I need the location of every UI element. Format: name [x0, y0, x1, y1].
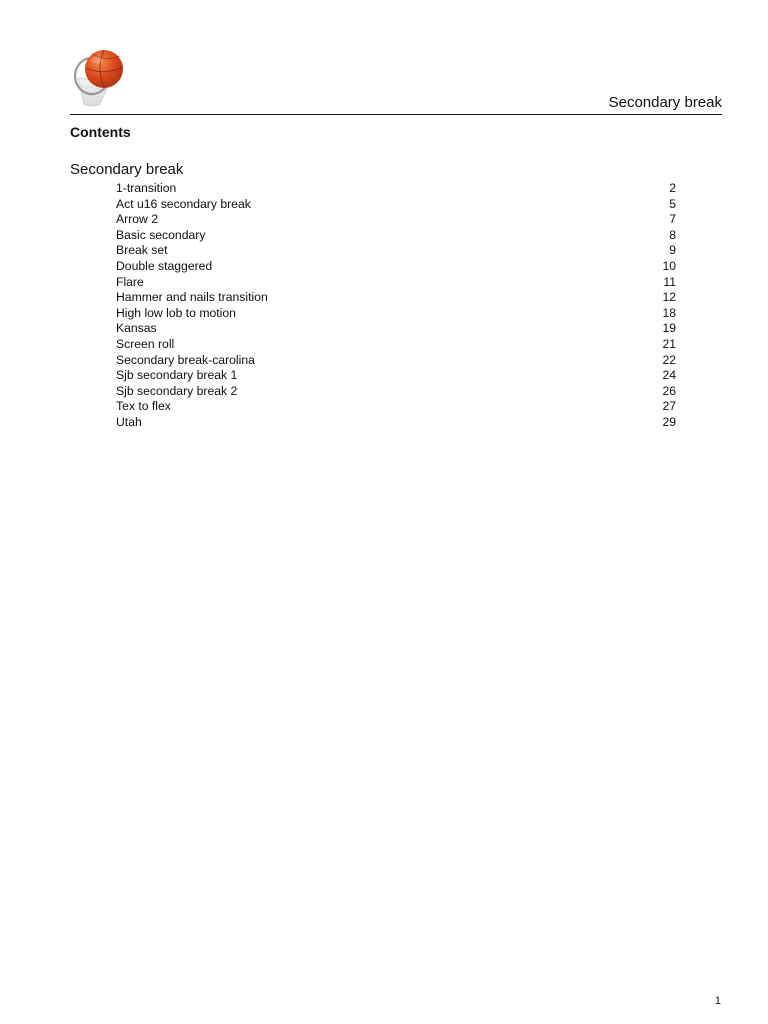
toc-entry[interactable] — [116, 368, 676, 384]
toc-entry-title: Basic secondary — [116, 227, 206, 242]
toc-entry-title: Flare — [116, 274, 144, 289]
toc-entry[interactable] — [116, 337, 676, 353]
contents-heading: Contents — [70, 124, 131, 140]
toc-entry-page: 11 — [663, 274, 676, 289]
toc-entry-page: 24 — [662, 368, 676, 383]
toc-entry-title: Kansas — [116, 321, 157, 336]
toc-entry[interactable] — [116, 228, 676, 244]
toc-entry-title: Sjb secondary break 2 — [116, 383, 238, 398]
toc-entry-page: 8 — [669, 227, 676, 242]
toc-entry[interactable] — [116, 321, 676, 337]
toc-entry-title: Screen roll — [116, 336, 175, 351]
toc-entry[interactable] — [116, 290, 676, 306]
toc-entry-page: 10 — [662, 258, 676, 273]
toc-entry[interactable] — [116, 181, 676, 197]
toc-entry-page: 27 — [662, 399, 676, 414]
toc-entry-title: Secondary break-carolina — [116, 352, 255, 367]
toc-entry[interactable] — [116, 243, 676, 259]
basketball-hoop-icon — [70, 46, 132, 110]
toc-entry[interactable] — [116, 275, 676, 291]
toc-entry[interactable] — [116, 197, 676, 213]
toc-entry-page: 29 — [662, 414, 676, 429]
toc-entry-title: Arrow 2 — [116, 212, 158, 227]
toc-entry-page: 26 — [662, 383, 676, 398]
toc-entry-page: 22 — [662, 352, 676, 367]
toc-entry[interactable] — [116, 399, 676, 415]
toc-entry-title: Double staggered — [116, 258, 213, 273]
toc-entry-title: Sjb secondary break 1 — [116, 368, 238, 383]
toc-entry[interactable] — [116, 353, 676, 369]
toc-entry-title: Hammer and nails transition — [116, 290, 268, 305]
toc-entry-page: 7 — [669, 212, 676, 227]
toc-entry[interactable] — [116, 384, 676, 400]
toc-entry-title: Utah — [116, 414, 142, 429]
toc-entry-page: 5 — [669, 196, 676, 211]
running-header-title: Secondary break — [608, 94, 722, 111]
toc-section-heading: Secondary break — [70, 161, 184, 178]
toc-entry-title: Act u16 secondary break — [116, 196, 251, 211]
toc-entry-page: 12 — [662, 290, 676, 305]
toc-entry-page: 19 — [662, 321, 676, 336]
toc-entry-title: High low lob to motion — [116, 305, 236, 320]
toc-entry[interactable] — [116, 415, 676, 431]
toc-entry-page: 2 — [669, 181, 676, 195]
toc-entry-page: 18 — [662, 305, 676, 320]
toc-entry-page: 9 — [669, 243, 676, 258]
header-divider — [70, 114, 722, 115]
toc-entry[interactable] — [116, 212, 676, 228]
toc-entry-title: Break set — [116, 243, 168, 258]
toc-entry[interactable] — [116, 259, 676, 275]
toc-entry-page: 21 — [662, 336, 676, 351]
toc-entry-title: 1-transition — [116, 181, 177, 195]
toc-entry-title: Tex to flex — [116, 399, 171, 414]
page-number: 1 — [714, 995, 721, 1007]
table-of-contents — [116, 181, 676, 431]
toc-entry[interactable] — [116, 306, 676, 322]
